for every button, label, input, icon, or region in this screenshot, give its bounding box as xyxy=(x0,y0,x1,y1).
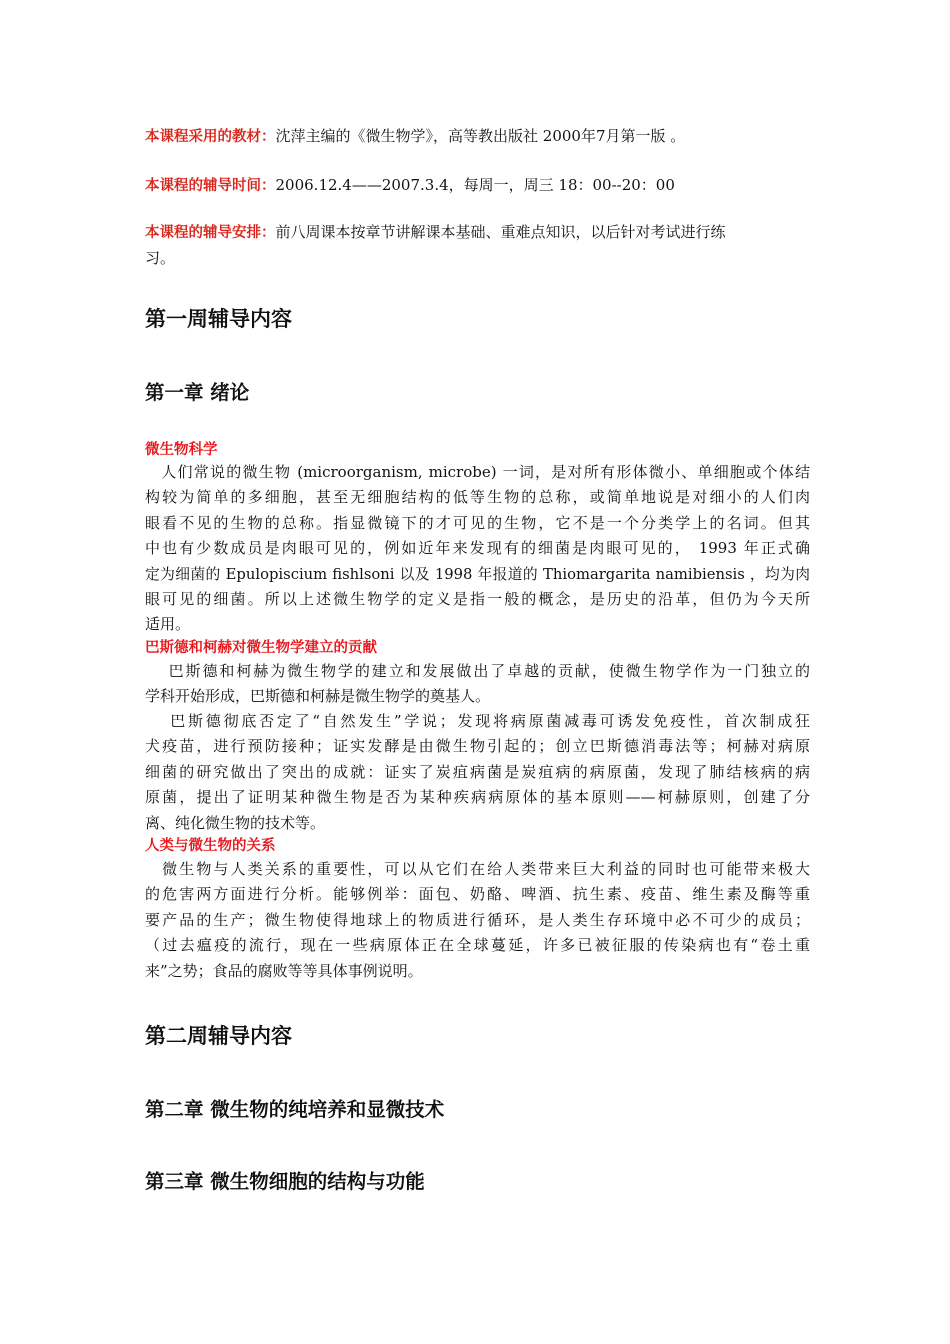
paragraph-line: 适用。 xyxy=(145,615,191,634)
paragraph-pasteur-koch-intro xyxy=(145,659,810,710)
week1-title: 第一周辅导内容 xyxy=(145,307,292,331)
paragraph-line: 犬疫苗，进行预防接种；证实发酵是由微生物引起的；创立巴斯德消毒法等；柯赫对病原 xyxy=(145,737,810,756)
paragraph-line: 巴斯德和柯赫为微生物学的建立和发展做出了卓越的贡献，使微生物学作为一门独立的 xyxy=(145,662,810,680)
paragraph-line: 构较为简单的多细胞，甚至无细胞结构的低等生物的总称，或简单地说是对细小的人们肉 xyxy=(145,488,810,507)
paragraph-pasteur-koch-detail xyxy=(145,709,810,836)
paragraph-line: 巴斯德彻底否定了“自然发生”学说；发现将病原菌减毒可诱发免疫性，首次制成狂 xyxy=(145,712,810,730)
paragraph-line: 定为细菌的 Epulopiscium fishlsoni 以及 1998 年报道的 Thiomargarita namibiensis ，均为肉 xyxy=(145,565,810,583)
week2-chapter-3-title: 第三章 微生物细胞的结构与功能 xyxy=(145,1170,425,1193)
paragraph-human-microbes xyxy=(145,857,810,984)
paragraph-line: 细菌的研究做出了突出的成就：证实了炭疽病菌是炭疽病的病原菌，发现了肺结核病的病 xyxy=(145,762,810,781)
paragraph-line: 中也有少数成员是肉眼可见的，例如近年来发现有的细菌是肉眼可见的， 1993 年正式确 xyxy=(145,539,810,558)
paragraph-line: 眼看不见的生物的总称。指显微镜下的才可见的生物，它不是一个分类学上的名词。但其 xyxy=(145,513,810,532)
week2-chapter-2-title: 第二章 微生物的纯培养和显微技术 xyxy=(145,1098,445,1121)
schedule-line xyxy=(145,173,810,199)
paragraph-line: 来”之势；食品的腐败等等具体事例说明。 xyxy=(145,961,423,980)
arrangement-text-line2: 习。 xyxy=(145,249,176,267)
paragraph-line: 眼可见的细菌。所以上述微生物学的定义是指一般的概念，是历史的沿革，但仍为今天所 xyxy=(145,590,810,609)
arrangement-label: 本课程的辅导安排： xyxy=(145,225,276,241)
paragraph-line: 人们常说的微生物 (microorganism, microbe) 一词，是对所有形体微小、单细胞或个体结 xyxy=(145,463,810,481)
schedule-text: 2006.12.4——2007.3.4，每周一，周三 18：00--20：00 xyxy=(275,176,675,194)
arrangement-text-line1: 前八周课本按章节讲解课本基础、重难点知识，以后针对考试进行练 xyxy=(275,223,726,241)
week2-title: 第二周辅导内容 xyxy=(145,1024,292,1048)
section-heading-microbial-science: 微生物科学 xyxy=(145,442,218,458)
textbook-label: 本课程采用的教材： xyxy=(145,129,276,145)
paragraph-line: 的危害两方面进行分析。能够例举：面包、奶酪、啤酒、抗生素、疫苗、维生素及酶等重 xyxy=(145,885,810,904)
textbook-line xyxy=(145,124,810,150)
paragraph-line: 原菌，提出了证明某种微生物是否为某种疾病病原体的基本原则——柯赫原则，创建了分 xyxy=(145,788,810,807)
section-heading-pasteur-koch: 巴斯德和柯赫对微生物学建立的贡献 xyxy=(145,640,377,656)
paragraph-line: 微生物与人类关系的重要性，可以从它们在给人类带来巨大利益的同时也可能带来极大 xyxy=(145,860,810,878)
paragraph-line: （过去瘟疫的流行，现在一些病原体正在全球蔓延，许多已被征服的传染病也有“卷土重 xyxy=(145,936,810,955)
paragraph-line: 要产品的生产；微生物使得地球上的物质进行循环，是人类生存环境中必不可少的成员； xyxy=(145,910,810,929)
paragraph-line: 学科开始形成，巴斯德和柯赫是微生物学的奠基人。 xyxy=(145,687,491,706)
section-heading-human-microbes: 人类与微生物的关系 xyxy=(145,838,276,854)
arrangement-line xyxy=(145,220,810,271)
paragraph-line: 离、纯化微生物的技术等。 xyxy=(145,813,326,832)
schedule-label: 本课程的辅导时间： xyxy=(145,178,276,194)
textbook-text: 沈萍主编的《微生物学》，高等教出版社 2000年7月第一版 。 xyxy=(275,127,686,145)
week1-chapter-title: 第一章 绪论 xyxy=(145,381,250,404)
paragraph-microbial-science xyxy=(145,460,810,638)
